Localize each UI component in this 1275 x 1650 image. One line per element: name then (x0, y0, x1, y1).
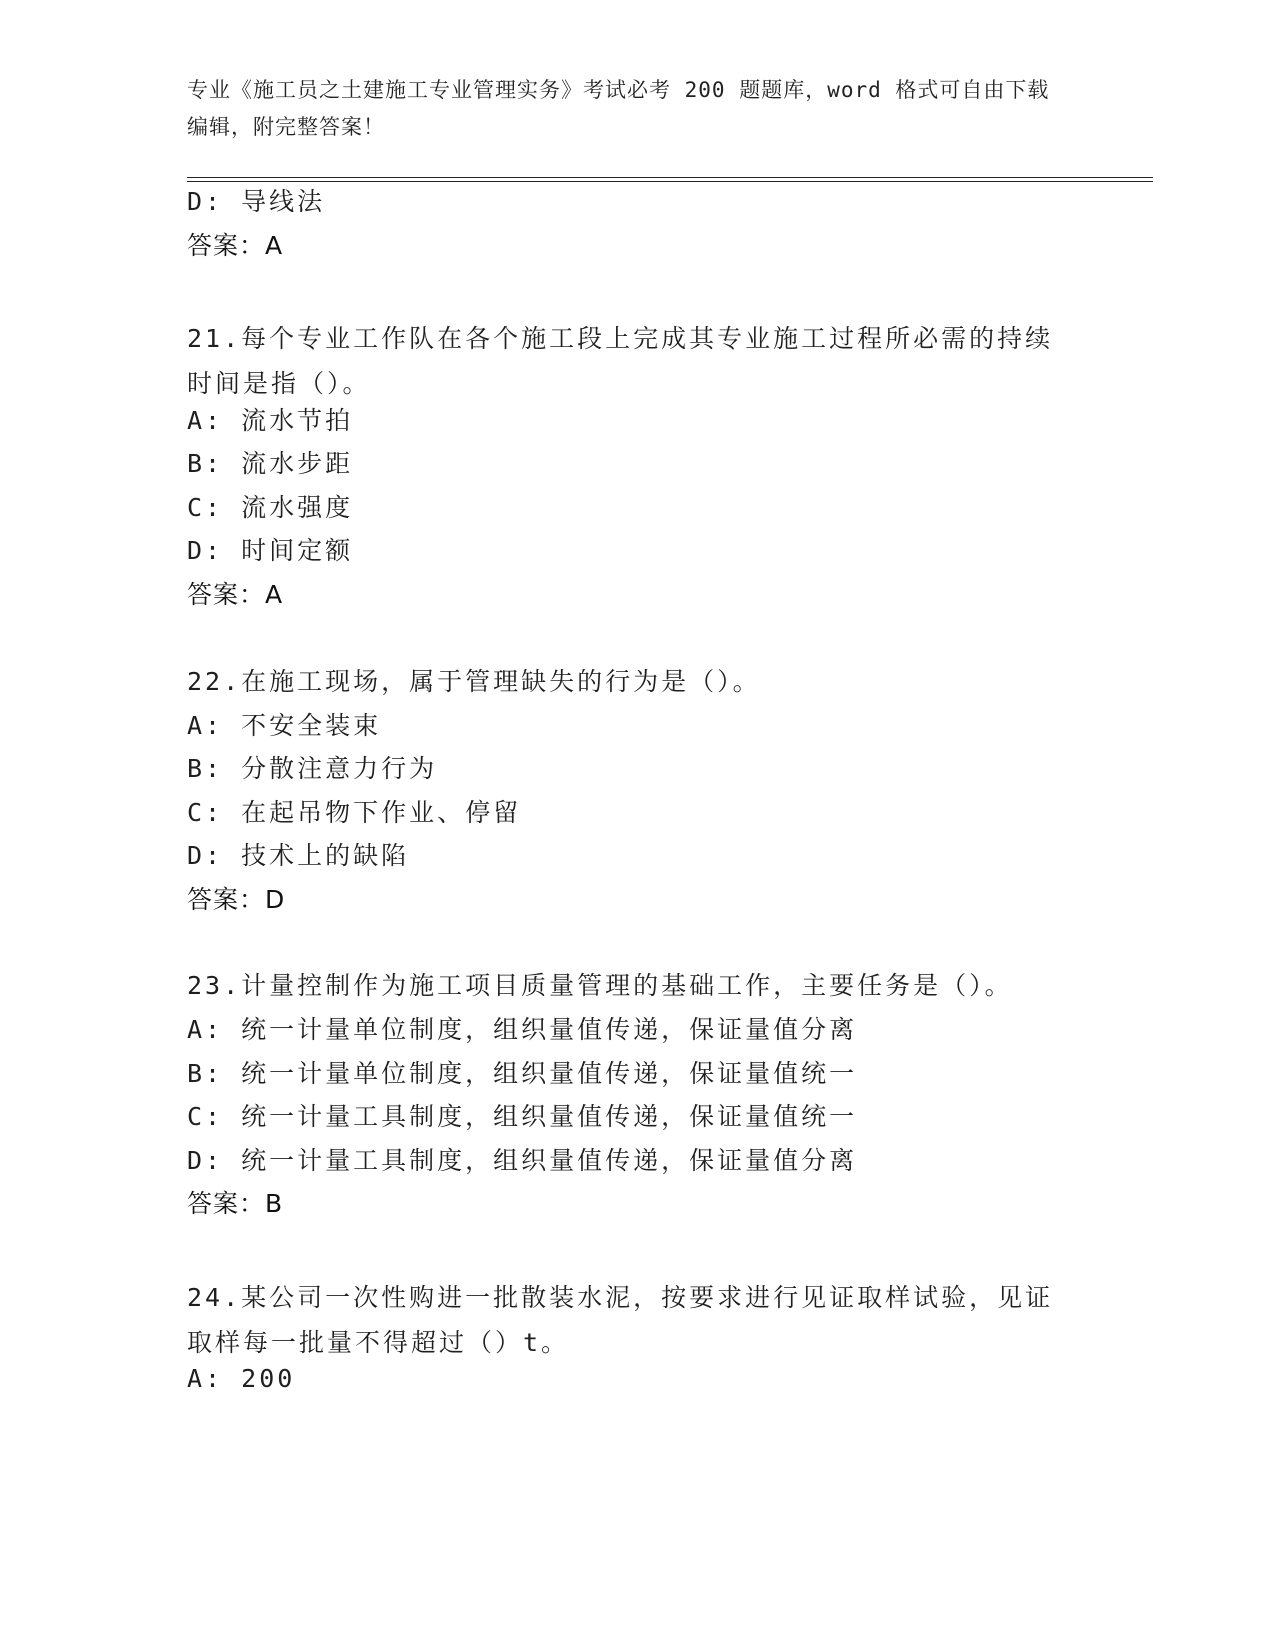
question-23-answer: 答案：B (187, 1189, 284, 1218)
question-21-answer: 答案：A (187, 580, 284, 609)
question-24-option-a: A: 200 (187, 1364, 296, 1393)
question-23-stem: 23.计量控制作为施工项目质量管理的基础工作，主要任务是（）。 (187, 971, 1013, 1000)
prev-answer: 答案：A (187, 231, 284, 260)
question-23-option-d: D: 统一计量工具制度，组织量值传递，保证量值分离 (187, 1146, 858, 1175)
question-23-option-c: C: 统一计量工具制度，组织量值传递，保证量值统一 (187, 1102, 858, 1131)
question-22-option-b: B: 分散注意力行为 (187, 754, 438, 783)
prev-option-d: D: 导线法 (187, 187, 326, 216)
question-22-option-d: D: 技术上的缺陷 (187, 841, 410, 870)
question-21-option-a: A: 流水节拍 (187, 406, 354, 435)
question-22-option-c: C: 在起吊物下作业、停留 (187, 798, 522, 827)
question-23-option-a: A: 统一计量单位制度，组织量值传递，保证量值分离 (187, 1015, 858, 1044)
question-24-stem: 24.某公司一次性购进一批散装水泥，按要求进行见证取样试验，见证取样每一批量不得超过（）t。 (187, 1283, 1054, 1357)
header-divider (187, 177, 1153, 182)
question-22-option-a: A: 不安全装束 (187, 711, 382, 740)
question-22-answer: 答案：D (187, 885, 286, 914)
question-21-option-c: C: 流水强度 (187, 493, 354, 522)
question-22-stem: 22.在施工现场，属于管理缺失的行为是（）。 (187, 667, 761, 696)
question-23-option-b: B: 统一计量单位制度，组织量值传递，保证量值统一 (187, 1059, 858, 1088)
document-header-title: 专业《施工员之土建施工专业管理实务》考试必考 200 题题库，word 格式可自由下载编辑，附完整答案！ (187, 78, 1050, 139)
question-21-option-d: D: 时间定额 (187, 536, 354, 565)
question-21-option-b: B: 流水步距 (187, 449, 354, 478)
question-21-stem: 21.每个专业工作队在各个施工段上完成其专业施工过程所必需的持续时间是指（）。 (187, 324, 1054, 398)
